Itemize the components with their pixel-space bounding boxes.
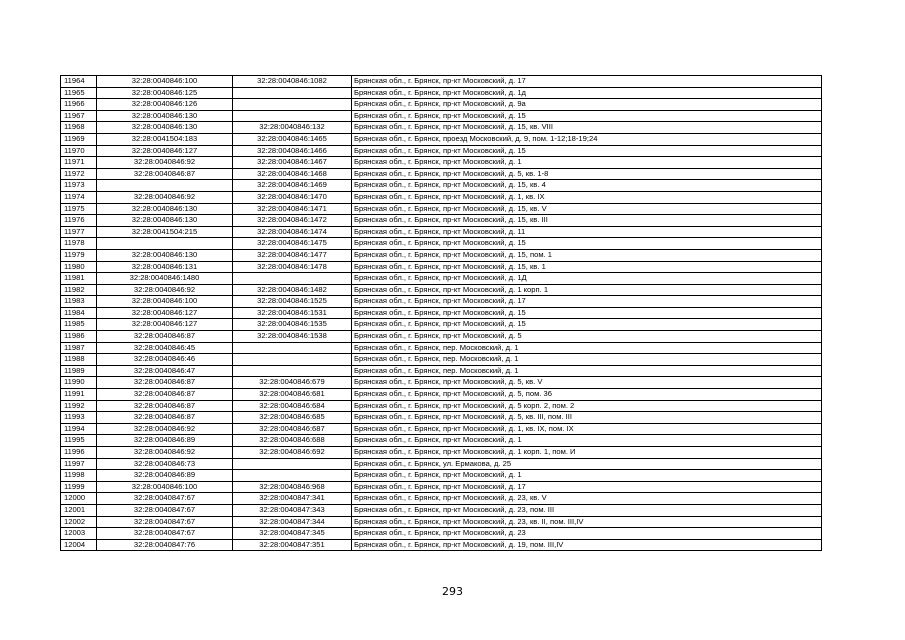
parcel-number-cell: 32:28:0040846:130 <box>97 203 233 215</box>
table-row <box>61 354 822 366</box>
object-number-cell: 32:28:0040846:692 <box>233 447 352 459</box>
address-cell: Брянская обл., г. Брянск, пр-кт Московский, д. 5, кв. III, пом. III <box>352 412 822 424</box>
object-number-cell: 32:28:0040846:1538 <box>233 331 352 343</box>
row-number-cell: 11964 <box>61 76 97 88</box>
address-cell: Брянская обл., г. Брянск, пр-кт Московский, д. 19, пом. III,IV <box>352 539 822 551</box>
parcel-number-cell: 32:28:0040846:87 <box>97 331 233 343</box>
address-cell: Брянская обл., г. Брянск, пр-кт Московский, д. 17 <box>352 296 822 308</box>
object-number-cell: 32:28:0040846:681 <box>233 389 352 401</box>
object-number-cell: 32:28:0040846:132 <box>233 122 352 134</box>
address-cell: Брянская обл., г. Брянск, пр-кт Московский, д. 15, кв. V <box>352 203 822 215</box>
address-cell: Брянская обл., г. Брянск, пр-кт Московский, д. 15 <box>352 145 822 157</box>
address-cell: Брянская обл., г. Брянск, пр-кт Московский, д. 15, кв. 1 <box>352 261 822 273</box>
object-number-cell: 32:28:0040847:345 <box>233 528 352 540</box>
row-number-cell: 11984 <box>61 307 97 319</box>
table-row <box>61 273 822 285</box>
object-number-cell: 32:28:0040846:1466 <box>233 145 352 157</box>
row-number-cell: 11999 <box>61 481 97 493</box>
parcel-number-cell: 32:28:0040846:92 <box>97 284 233 296</box>
table-row <box>61 133 822 145</box>
object-number-cell: 32:28:0040846:1082 <box>233 76 352 88</box>
parcel-number-cell: 32:28:0040846:127 <box>97 145 233 157</box>
table-row <box>61 481 822 493</box>
row-number-cell: 11987 <box>61 342 97 354</box>
table-row <box>61 307 822 319</box>
object-number-cell <box>233 342 352 354</box>
object-number-cell: 32:28:0040846:1469 <box>233 180 352 192</box>
address-cell: Брянская обл., г. Брянск, пер. Московский, д. 1 <box>352 354 822 366</box>
row-number-cell: 11969 <box>61 133 97 145</box>
row-number-cell: 11988 <box>61 354 97 366</box>
address-cell: Брянская обл., г. Брянск, пр-кт Московский, д. 23, кв. V <box>352 493 822 505</box>
address-cell: Брянская обл., г. Брянск, пр-кт Московский, д. 15, кв. VIII <box>352 122 822 134</box>
table-row <box>61 110 822 122</box>
parcel-number-cell: 32:28:0040846:125 <box>97 87 233 99</box>
table-row <box>61 539 822 551</box>
row-number-cell: 11975 <box>61 203 97 215</box>
parcel-number-cell: 32:28:0040846:87 <box>97 400 233 412</box>
table-row <box>61 215 822 227</box>
row-number-cell: 12004 <box>61 539 97 551</box>
table-row <box>61 191 822 203</box>
row-number-cell: 11982 <box>61 284 97 296</box>
table-row <box>61 470 822 482</box>
row-number-cell: 11986 <box>61 331 97 343</box>
parcel-number-cell: 32:28:0040846:130 <box>97 122 233 134</box>
object-number-cell <box>233 365 352 377</box>
table-row <box>61 331 822 343</box>
object-number-cell: 32:28:0040846:688 <box>233 435 352 447</box>
row-number-cell: 11965 <box>61 87 97 99</box>
parcel-number-cell: 32:28:0040846:47 <box>97 365 233 377</box>
parcel-number-cell: 32:28:0040846:100 <box>97 76 233 88</box>
object-number-cell: 32:28:0040846:1478 <box>233 261 352 273</box>
parcel-number-cell: 32:28:0040846:92 <box>97 191 233 203</box>
object-number-cell: 32:28:0040846:1535 <box>233 319 352 331</box>
address-cell: Брянская обл., г. Брянск, пр-кт Московский, д. 17 <box>352 76 822 88</box>
table-row <box>61 145 822 157</box>
table-row <box>61 99 822 111</box>
row-number-cell: 11974 <box>61 191 97 203</box>
address-cell: Брянская обл., г. Брянск, пр-кт Московский, д. 11 <box>352 226 822 238</box>
parcel-number-cell: 32:28:0040846:100 <box>97 481 233 493</box>
parcel-number-cell: 32:28:0040846:126 <box>97 99 233 111</box>
table-row <box>61 447 822 459</box>
row-number-cell: 11993 <box>61 412 97 424</box>
address-cell: Брянская обл., г. Брянск, пр-кт Московский, д. 1 <box>352 157 822 169</box>
address-cell: Брянская обл., г. Брянск, пр-кт Московский, д. 23, кв. II, пом. III,IV <box>352 516 822 528</box>
object-number-cell: 32:28:0040846:684 <box>233 400 352 412</box>
table-row <box>61 203 822 215</box>
table-row <box>61 493 822 505</box>
address-cell: Брянская обл., г. Брянск, пр-кт Московский, д. 15 <box>352 110 822 122</box>
parcel-number-cell: 32:28:0040846:1480 <box>97 273 233 285</box>
parcel-number-cell: 32:28:0040847:76 <box>97 539 233 551</box>
object-number-cell: 32:28:0040846:687 <box>233 423 352 435</box>
object-number-cell: 32:28:0040847:351 <box>233 539 352 551</box>
table-row <box>61 238 822 250</box>
object-number-cell <box>233 87 352 99</box>
parcel-number-cell: 32:28:0040846:45 <box>97 342 233 354</box>
table-body <box>61 76 822 551</box>
object-number-cell: 32:28:0040846:1525 <box>233 296 352 308</box>
parcel-number-cell: 32:28:0040847:67 <box>97 493 233 505</box>
object-number-cell <box>233 273 352 285</box>
parcel-number-cell: 32:28:0040846:73 <box>97 458 233 470</box>
address-cell: Брянская обл., г. Брянск, пр-кт Московский, д. 5 корп. 2, пом. 2 <box>352 400 822 412</box>
object-number-cell: 32:28:0040846:1468 <box>233 168 352 180</box>
row-number-cell: 11979 <box>61 249 97 261</box>
object-number-cell: 32:28:0040846:1477 <box>233 249 352 261</box>
row-number-cell: 11983 <box>61 296 97 308</box>
table-row <box>61 528 822 540</box>
parcel-number-cell: 32:28:0040846:87 <box>97 377 233 389</box>
address-cell: Брянская обл., г. Брянск, пр-кт Московский, д. 15 <box>352 238 822 250</box>
table-row <box>61 180 822 192</box>
address-cell: Брянская обл., г. Брянск, пр-кт Московский, д. 1 корп. 1 <box>352 284 822 296</box>
object-number-cell: 32:28:0040846:1531 <box>233 307 352 319</box>
object-number-cell <box>233 110 352 122</box>
address-cell: Брянская обл., г. Брянск, пр-кт Московский, д. 1д <box>352 87 822 99</box>
cadastral-table <box>60 75 822 551</box>
row-number-cell: 11966 <box>61 99 97 111</box>
row-number-cell: 11972 <box>61 168 97 180</box>
table-row <box>61 389 822 401</box>
row-number-cell: 11967 <box>61 110 97 122</box>
row-number-cell: 11968 <box>61 122 97 134</box>
table-row <box>61 87 822 99</box>
row-number-cell: 11992 <box>61 400 97 412</box>
address-cell: Брянская обл., г. Брянск, пр-кт Московский, д. 23, пом. III <box>352 504 822 516</box>
address-cell: Брянская обл., г. Брянск, пер. Московский, д. 1 <box>352 342 822 354</box>
row-number-cell: 11971 <box>61 157 97 169</box>
table-row <box>61 76 822 88</box>
row-number-cell: 11989 <box>61 365 97 377</box>
address-cell: Брянская обл., г. Брянск, пр-кт Московский, д. 1 <box>352 435 822 447</box>
address-cell: Брянская обл., г. Брянск, пр-кт Московский, д. 1, кв. IX <box>352 191 822 203</box>
row-number-cell: 11970 <box>61 145 97 157</box>
table-row <box>61 458 822 470</box>
object-number-cell: 32:28:0040846:1482 <box>233 284 352 296</box>
parcel-number-cell: 32:28:0040846:130 <box>97 215 233 227</box>
parcel-number-cell: 32:28:0040846:46 <box>97 354 233 366</box>
parcel-number-cell: 32:28:0040846:100 <box>97 296 233 308</box>
address-cell: Брянская обл., г. Брянск, пр-кт Московский, д. 1 <box>352 470 822 482</box>
parcel-number-cell: 32:28:0040846:130 <box>97 110 233 122</box>
row-number-cell: 12000 <box>61 493 97 505</box>
object-number-cell <box>233 470 352 482</box>
parcel-number-cell: 32:28:0040846:92 <box>97 447 233 459</box>
table-row <box>61 377 822 389</box>
row-number-cell: 11980 <box>61 261 97 273</box>
address-cell: Брянская обл., г. Брянск, пр-кт Московский, д. 1 корп. 1, пом. И <box>352 447 822 459</box>
table-row <box>61 412 822 424</box>
address-cell: Брянская обл., г. Брянск, пр-кт Московский, д. 9а <box>352 99 822 111</box>
page-number: 293 <box>442 585 463 598</box>
parcel-number-cell: 32:28:0040846:92 <box>97 423 233 435</box>
object-number-cell: 32:28:0040846:1472 <box>233 215 352 227</box>
parcel-number-cell: 32:28:0040846:87 <box>97 389 233 401</box>
table-row <box>61 319 822 331</box>
row-number-cell: 11981 <box>61 273 97 285</box>
parcel-number-cell: 32:28:0040846:87 <box>97 168 233 180</box>
object-number-cell: 32:28:0040846:1467 <box>233 157 352 169</box>
parcel-number-cell: 32:28:0041504:215 <box>97 226 233 238</box>
parcel-number-cell: 32:28:0040846:130 <box>97 249 233 261</box>
address-cell: Брянская обл., г. Брянск, пр-кт Московский, д. 15 <box>352 319 822 331</box>
object-number-cell <box>233 354 352 366</box>
parcel-number-cell: 32:28:0040846:127 <box>97 307 233 319</box>
document-page <box>60 75 822 551</box>
table-row <box>61 168 822 180</box>
row-number-cell: 11998 <box>61 470 97 482</box>
row-number-cell: 11994 <box>61 423 97 435</box>
object-number-cell <box>233 99 352 111</box>
object-number-cell: 32:28:0040847:343 <box>233 504 352 516</box>
parcel-number-cell: 32:28:0040846:92 <box>97 157 233 169</box>
row-number-cell: 12002 <box>61 516 97 528</box>
parcel-number-cell: 32:28:0040846:89 <box>97 470 233 482</box>
object-number-cell: 32:28:0040846:1471 <box>233 203 352 215</box>
address-cell: Брянская обл., г. Брянск, проезд Московский, д. 9, пом. 1-12;18-19;24 <box>352 133 822 145</box>
row-number-cell: 11997 <box>61 458 97 470</box>
address-cell: Брянская обл., г. Брянск, пер. Московский, д. 1 <box>352 365 822 377</box>
object-number-cell: 32:28:0040846:1470 <box>233 191 352 203</box>
parcel-number-cell: 32:28:0040846:87 <box>97 412 233 424</box>
row-number-cell: 12001 <box>61 504 97 516</box>
row-number-cell: 11991 <box>61 389 97 401</box>
table-row <box>61 516 822 528</box>
address-cell: Брянская обл., г. Брянск, пр-кт Московский, д. 23 <box>352 528 822 540</box>
table-row <box>61 296 822 308</box>
table-row <box>61 342 822 354</box>
row-number-cell: 11985 <box>61 319 97 331</box>
object-number-cell: 32:28:0040846:1465 <box>233 133 352 145</box>
parcel-number-cell: 32:28:0040846:127 <box>97 319 233 331</box>
address-cell: Брянская обл., г. Брянск, пр-кт Московский, д. 5, кв. 1-8 <box>352 168 822 180</box>
table-row <box>61 365 822 377</box>
parcel-number-cell <box>97 180 233 192</box>
row-number-cell: 11995 <box>61 435 97 447</box>
table-row <box>61 423 822 435</box>
object-number-cell: 32:28:0040847:344 <box>233 516 352 528</box>
object-number-cell: 32:28:0040846:679 <box>233 377 352 389</box>
parcel-number-cell: 32:28:0040847:67 <box>97 528 233 540</box>
object-number-cell <box>233 458 352 470</box>
table-row <box>61 435 822 447</box>
row-number-cell: 11978 <box>61 238 97 250</box>
row-number-cell: 11990 <box>61 377 97 389</box>
table-row <box>61 122 822 134</box>
table-row <box>61 284 822 296</box>
row-number-cell: 11977 <box>61 226 97 238</box>
row-number-cell: 12003 <box>61 528 97 540</box>
table-row <box>61 226 822 238</box>
table-row <box>61 400 822 412</box>
address-cell: Брянская обл., г. Брянск, пр-кт Московский, д. 15, кв. 4 <box>352 180 822 192</box>
parcel-number-cell: 32:28:0040846:131 <box>97 261 233 273</box>
address-cell: Брянская обл., г. Брянск, пр-кт Московский, д. 15, кв. III <box>352 215 822 227</box>
row-number-cell: 11973 <box>61 180 97 192</box>
address-cell: Брянская обл., г. Брянск, пр-кт Московский, д. 17 <box>352 481 822 493</box>
object-number-cell: 32:28:0040846:685 <box>233 412 352 424</box>
address-cell: Брянская обл., г. Брянск, пр-кт Московский, д. 1, кв. IX, пом. IX <box>352 423 822 435</box>
address-cell: Брянская обл., г. Брянск, пр-кт Московский, д. 15 <box>352 307 822 319</box>
object-number-cell: 32:28:0040847:341 <box>233 493 352 505</box>
table-row <box>61 504 822 516</box>
address-cell: Брянская обл., г. Брянск, ул. Ермакова, д. 25 <box>352 458 822 470</box>
table-row <box>61 249 822 261</box>
parcel-number-cell: 32:28:0040847:67 <box>97 504 233 516</box>
object-number-cell: 32:28:0040846:1474 <box>233 226 352 238</box>
address-cell: Брянская обл., г. Брянск, пр-кт Московский, д. 15, пом. 1 <box>352 249 822 261</box>
table-row <box>61 157 822 169</box>
table-row <box>61 261 822 273</box>
address-cell: Брянская обл., г. Брянск, пр-кт Московский, д. 5, кв. V <box>352 377 822 389</box>
parcel-number-cell: 32:28:0040847:67 <box>97 516 233 528</box>
row-number-cell: 11996 <box>61 447 97 459</box>
address-cell: Брянская обл., г. Брянск, пр-кт Московский, д. 5, пом. 36 <box>352 389 822 401</box>
parcel-number-cell <box>97 238 233 250</box>
object-number-cell: 32:28:0040846:968 <box>233 481 352 493</box>
address-cell: Брянская обл., г. Брянск, пр-кт Московский, д. 5 <box>352 331 822 343</box>
parcel-number-cell: 32:28:0041504:183 <box>97 133 233 145</box>
row-number-cell: 11976 <box>61 215 97 227</box>
parcel-number-cell: 32:28:0040846:89 <box>97 435 233 447</box>
object-number-cell: 32:28:0040846:1475 <box>233 238 352 250</box>
address-cell: Брянская обл., г. Брянск, пр-кт Московский, д. 1Д <box>352 273 822 285</box>
